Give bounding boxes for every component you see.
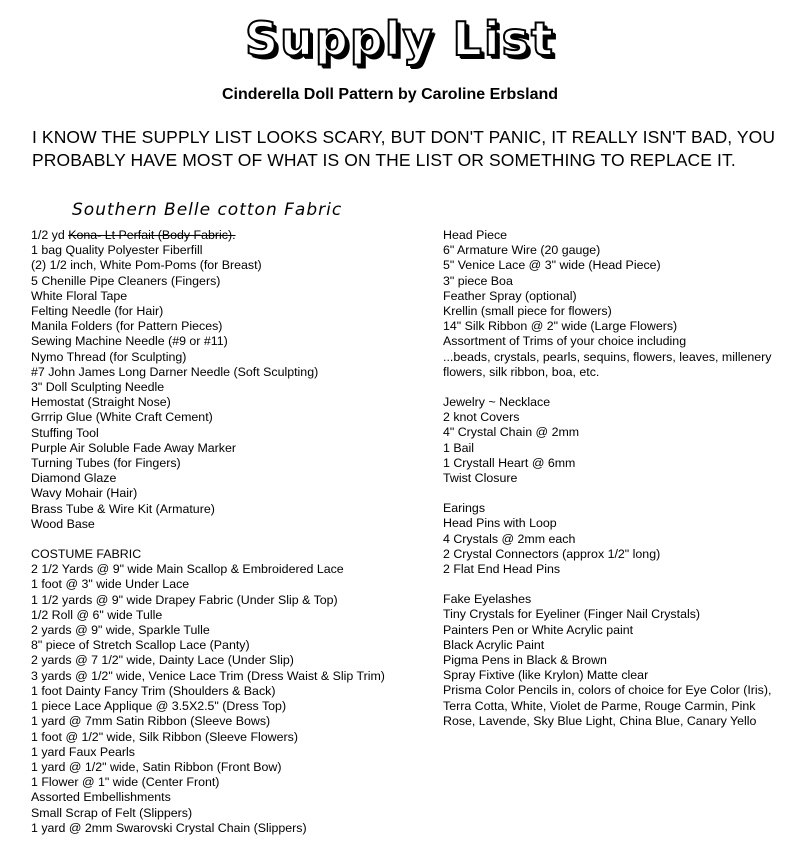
list-item: Painters Pen or White Acrylic paint bbox=[443, 622, 634, 637]
list-item: 1 foot @ 1/2" wide, Silk Ribbon (Sleeve Flowers) bbox=[31, 729, 298, 744]
list-item: Diamond Glaze bbox=[31, 471, 117, 486]
section-heading: Earings bbox=[443, 501, 486, 516]
list-item: Twist Closure bbox=[443, 471, 518, 486]
list-item: 1/2 Roll @ 6" wide Tulle bbox=[31, 607, 163, 622]
list-item: 1 yard Faux Pearls bbox=[31, 744, 135, 759]
list-item: Tiny Crystals for Eyeliner (Finger Nail Crystals) bbox=[443, 607, 701, 622]
list-item: White Floral Tape bbox=[31, 288, 128, 303]
supply-group bbox=[443, 501, 788, 577]
list-item: Spray Fixtive (like Krylon) Matte clear bbox=[443, 668, 649, 683]
list-item: Felting Needle (for Hair) bbox=[31, 304, 164, 319]
list-item: Brass Tube & Wire Kit (Armature) bbox=[31, 501, 215, 516]
basic-supplies-list bbox=[31, 228, 431, 532]
list-item: (2) 1/2 inch, White Pom-Poms (for Breast) bbox=[31, 258, 262, 273]
supplies-items bbox=[31, 243, 431, 532]
list-item: 1 foot @ 3" wide Under Lace bbox=[31, 577, 190, 592]
supply-group bbox=[443, 592, 788, 729]
list-item: ...beads, crystals, pearls, sequins, flowers, leaves, millenery flowers, silk ribbon, boa, etc. bbox=[443, 349, 772, 379]
list-item: 1 yard @ 2mm Swarovski Crystal Chain (Slippers) bbox=[31, 820, 307, 835]
list-item: 3" piece Boa bbox=[443, 273, 513, 288]
list-item: Assorted Embellishments bbox=[31, 790, 171, 805]
list-item: 5" Venice Lace @ 3" wide (Head Piece) bbox=[443, 258, 661, 273]
supply-group bbox=[443, 395, 788, 486]
list-item: Grrrip Glue (White Craft Cement) bbox=[31, 410, 213, 425]
list-item: 3 yards @ 1/2" wide, Venice Lace Trim (Dress Waist & Slip Trim) bbox=[31, 668, 385, 683]
list-item: 8" piece of Stretch Scallop Lace (Panty) bbox=[31, 638, 250, 653]
list-item: 1 foot Dainty Fancy Trim (Shoulders & Back) bbox=[31, 683, 276, 698]
list-item: 2 yards @ 9" wide, Sparkle Tulle bbox=[31, 623, 210, 638]
list-item: 2 knot Covers bbox=[443, 410, 520, 425]
section-heading: COSTUME FABRIC bbox=[31, 547, 142, 562]
list-item: 2 Crystal Connectors (approx 1/2" long) bbox=[443, 546, 661, 561]
list-item: Manila Folders (for Pattern Pieces) bbox=[31, 319, 223, 334]
page-title: Supply List bbox=[245, 12, 555, 66]
list-item: Feather Spray (optional) bbox=[443, 288, 577, 303]
list-item: 6" Armature Wire (20 gauge) bbox=[443, 243, 601, 258]
list-item: Purple Air Soluble Fade Away Marker bbox=[31, 440, 237, 455]
item-prefix: 1/2 yd bbox=[31, 228, 69, 242]
list-item: 2 Flat End Head Pins bbox=[443, 562, 561, 577]
list-item: 1 Crystall Heart @ 6mm bbox=[443, 455, 576, 470]
list-item: 1 Bail bbox=[443, 440, 474, 455]
handwritten-note: Southern Belle cotton Fabric bbox=[72, 200, 343, 220]
list-item bbox=[31, 228, 431, 243]
list-item: Nymo Thread (for Sculpting) bbox=[31, 349, 187, 364]
left-column bbox=[31, 228, 431, 836]
list-item: 1 Flower @ 1" wide (Center Front) bbox=[31, 775, 220, 790]
list-item: 2 1/2 Yards @ 9" wide Main Scallop & Embroidered Lace bbox=[31, 562, 344, 577]
struck-item-text: Kona- Lt Perfait (Body Fabric). bbox=[68, 228, 236, 242]
intro-text: I KNOW THE SUPPLY LIST LOOKS SCARY, BUT DON'T PANIC, IT REALLY ISN'T BAD, YOU PROBABLY HAVE MOST OF WHAT IS ON THE LIST OR SOMETHING TO REPLACE IT. bbox=[32, 127, 776, 170]
list-item: 4" Crystal Chain @ 2mm bbox=[443, 425, 580, 440]
list-item: 1 yard @ 7mm Satin Ribbon (Sleeve Bows) bbox=[31, 714, 271, 729]
supply-group bbox=[443, 228, 788, 380]
costume-fabric-section bbox=[31, 547, 431, 836]
list-item: Head Pins with Loop bbox=[443, 516, 557, 531]
pattern-subtitle: Cinderella Doll Pattern by Caroline Erbsland bbox=[221, 86, 559, 103]
list-item: 3" Doll Sculpting Needle bbox=[31, 380, 165, 395]
list-item: Stuffing Tool bbox=[31, 425, 99, 440]
list-item: 1 1/2 yards @ 9" wide Drapey Fabric (Under Slip & Top) bbox=[31, 592, 338, 607]
list-item: 5 Chenille Pipe Cleaners (Fingers) bbox=[31, 273, 221, 288]
right-column bbox=[443, 228, 788, 729]
list-item: 1 yard @ 1/2" wide, Satin Ribbon (Front Bow) bbox=[31, 759, 282, 774]
list-item: Assortment of Trims of your choice including bbox=[443, 334, 687, 349]
list-item: 14" Silk Ribbon @ 2" wide (Large Flowers) bbox=[443, 319, 678, 334]
list-item: Prisma Color Pencils in, colors of choice for Eye Color (Iris), Terra Cotta, White, Violet de Parme, Rouge Carmin, Pink Rose, Lavende, Sky Blue Light, China Blue, Canary Yello bbox=[443, 683, 772, 728]
list-item: Sewing Machine Needle (#9 or #11) bbox=[31, 334, 228, 349]
list-item: Small Scrap of Felt (Slippers) bbox=[31, 805, 193, 820]
list-item: Hemostat (Straight Nose) bbox=[31, 395, 171, 410]
list-item: Black Acrylic Paint bbox=[443, 637, 545, 652]
list-item: Krellin (small piece for flowers) bbox=[443, 304, 612, 319]
list-item: Wavy Mohair (Hair) bbox=[31, 486, 138, 501]
section-heading: Head Piece bbox=[443, 228, 508, 242]
list-item: Pigma Pens in Black & Brown bbox=[443, 653, 607, 668]
list-item: #7 John James Long Darner Needle (Soft Sculpting) bbox=[31, 364, 319, 379]
list-item: 1 bag Quality Polyester Fiberfill bbox=[31, 243, 203, 258]
section-heading: Fake Eyelashes bbox=[443, 592, 532, 607]
list-item: 2 yards @ 7 1/2" wide, Dainty Lace (Under Slip) bbox=[31, 653, 294, 668]
list-item: Turning Tubes (for Fingers) bbox=[31, 456, 181, 471]
costume-items bbox=[31, 562, 431, 836]
list-item: 4 Crystals @ 2mm each bbox=[443, 531, 576, 546]
list-item: 1 piece Lace Applique @ 3.5X2.5" (Dress Top) bbox=[31, 699, 287, 714]
section-heading: Jewelry ~ Necklace bbox=[443, 395, 551, 410]
list-item: Wood Base bbox=[31, 516, 95, 531]
